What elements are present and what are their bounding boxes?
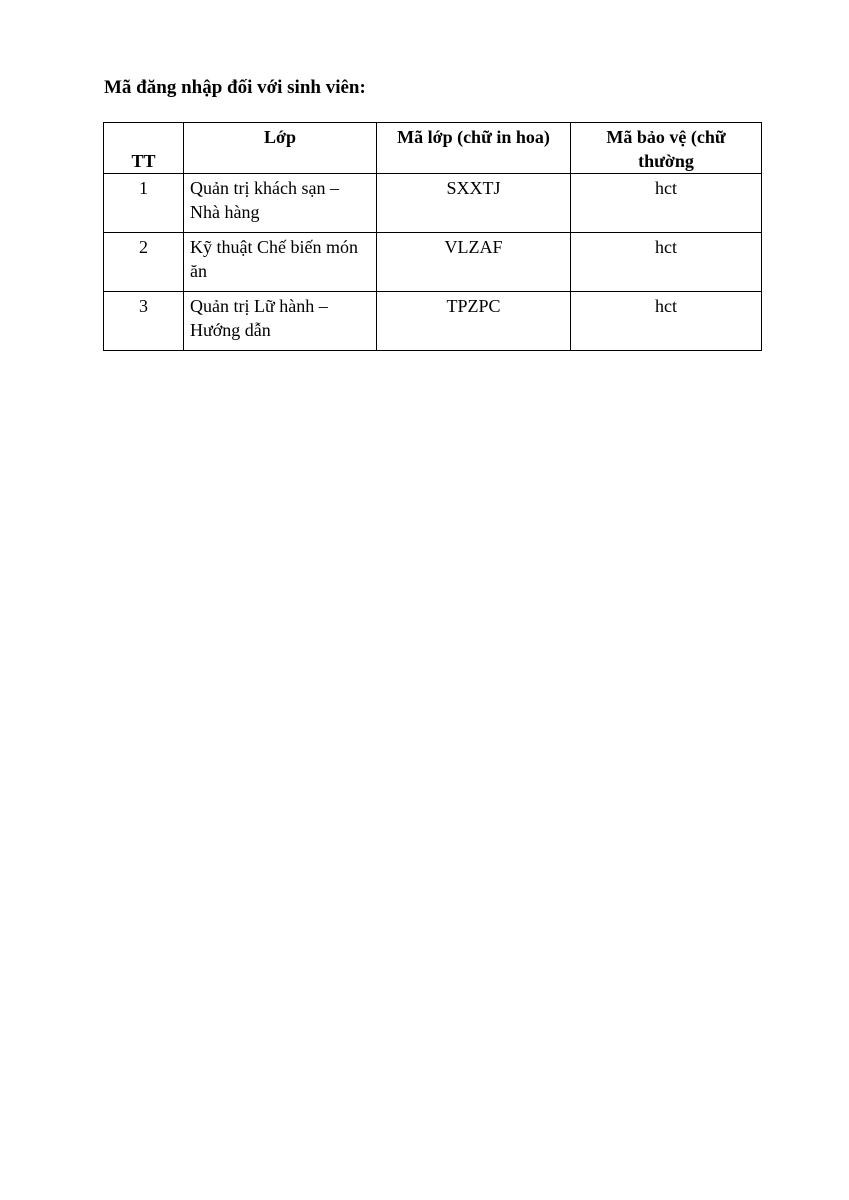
class-code: SXXTJ	[377, 174, 571, 233]
login-codes-table	[103, 122, 762, 351]
header-class: Lớp	[184, 123, 377, 174]
security-code: hct	[571, 174, 762, 233]
header-tt: TT	[104, 123, 184, 174]
row-number: 2	[104, 233, 184, 292]
header-security-code: Mã bảo vệ (chữ thường	[571, 123, 762, 174]
row-number: 1	[104, 174, 184, 233]
class-code: TPZPC	[377, 292, 571, 351]
class-name: Kỹ thuật Chế biến món ăn	[184, 233, 377, 292]
class-code: VLZAF	[377, 233, 571, 292]
document-heading: Mã đăng nhập đối với sinh viên:	[104, 77, 366, 98]
table-row	[104, 174, 762, 233]
table-header-row	[104, 123, 762, 174]
class-name: Quản trị khách sạn – Nhà hàng	[184, 174, 377, 233]
security-code: hct	[571, 233, 762, 292]
class-name: Quản trị Lữ hành – Hướng dẫn	[184, 292, 377, 351]
security-code: hct	[571, 292, 762, 351]
header-class-code: Mã lớp (chữ in hoa)	[377, 123, 571, 174]
row-number: 3	[104, 292, 184, 351]
table-row	[104, 233, 762, 292]
table-row	[104, 292, 762, 351]
